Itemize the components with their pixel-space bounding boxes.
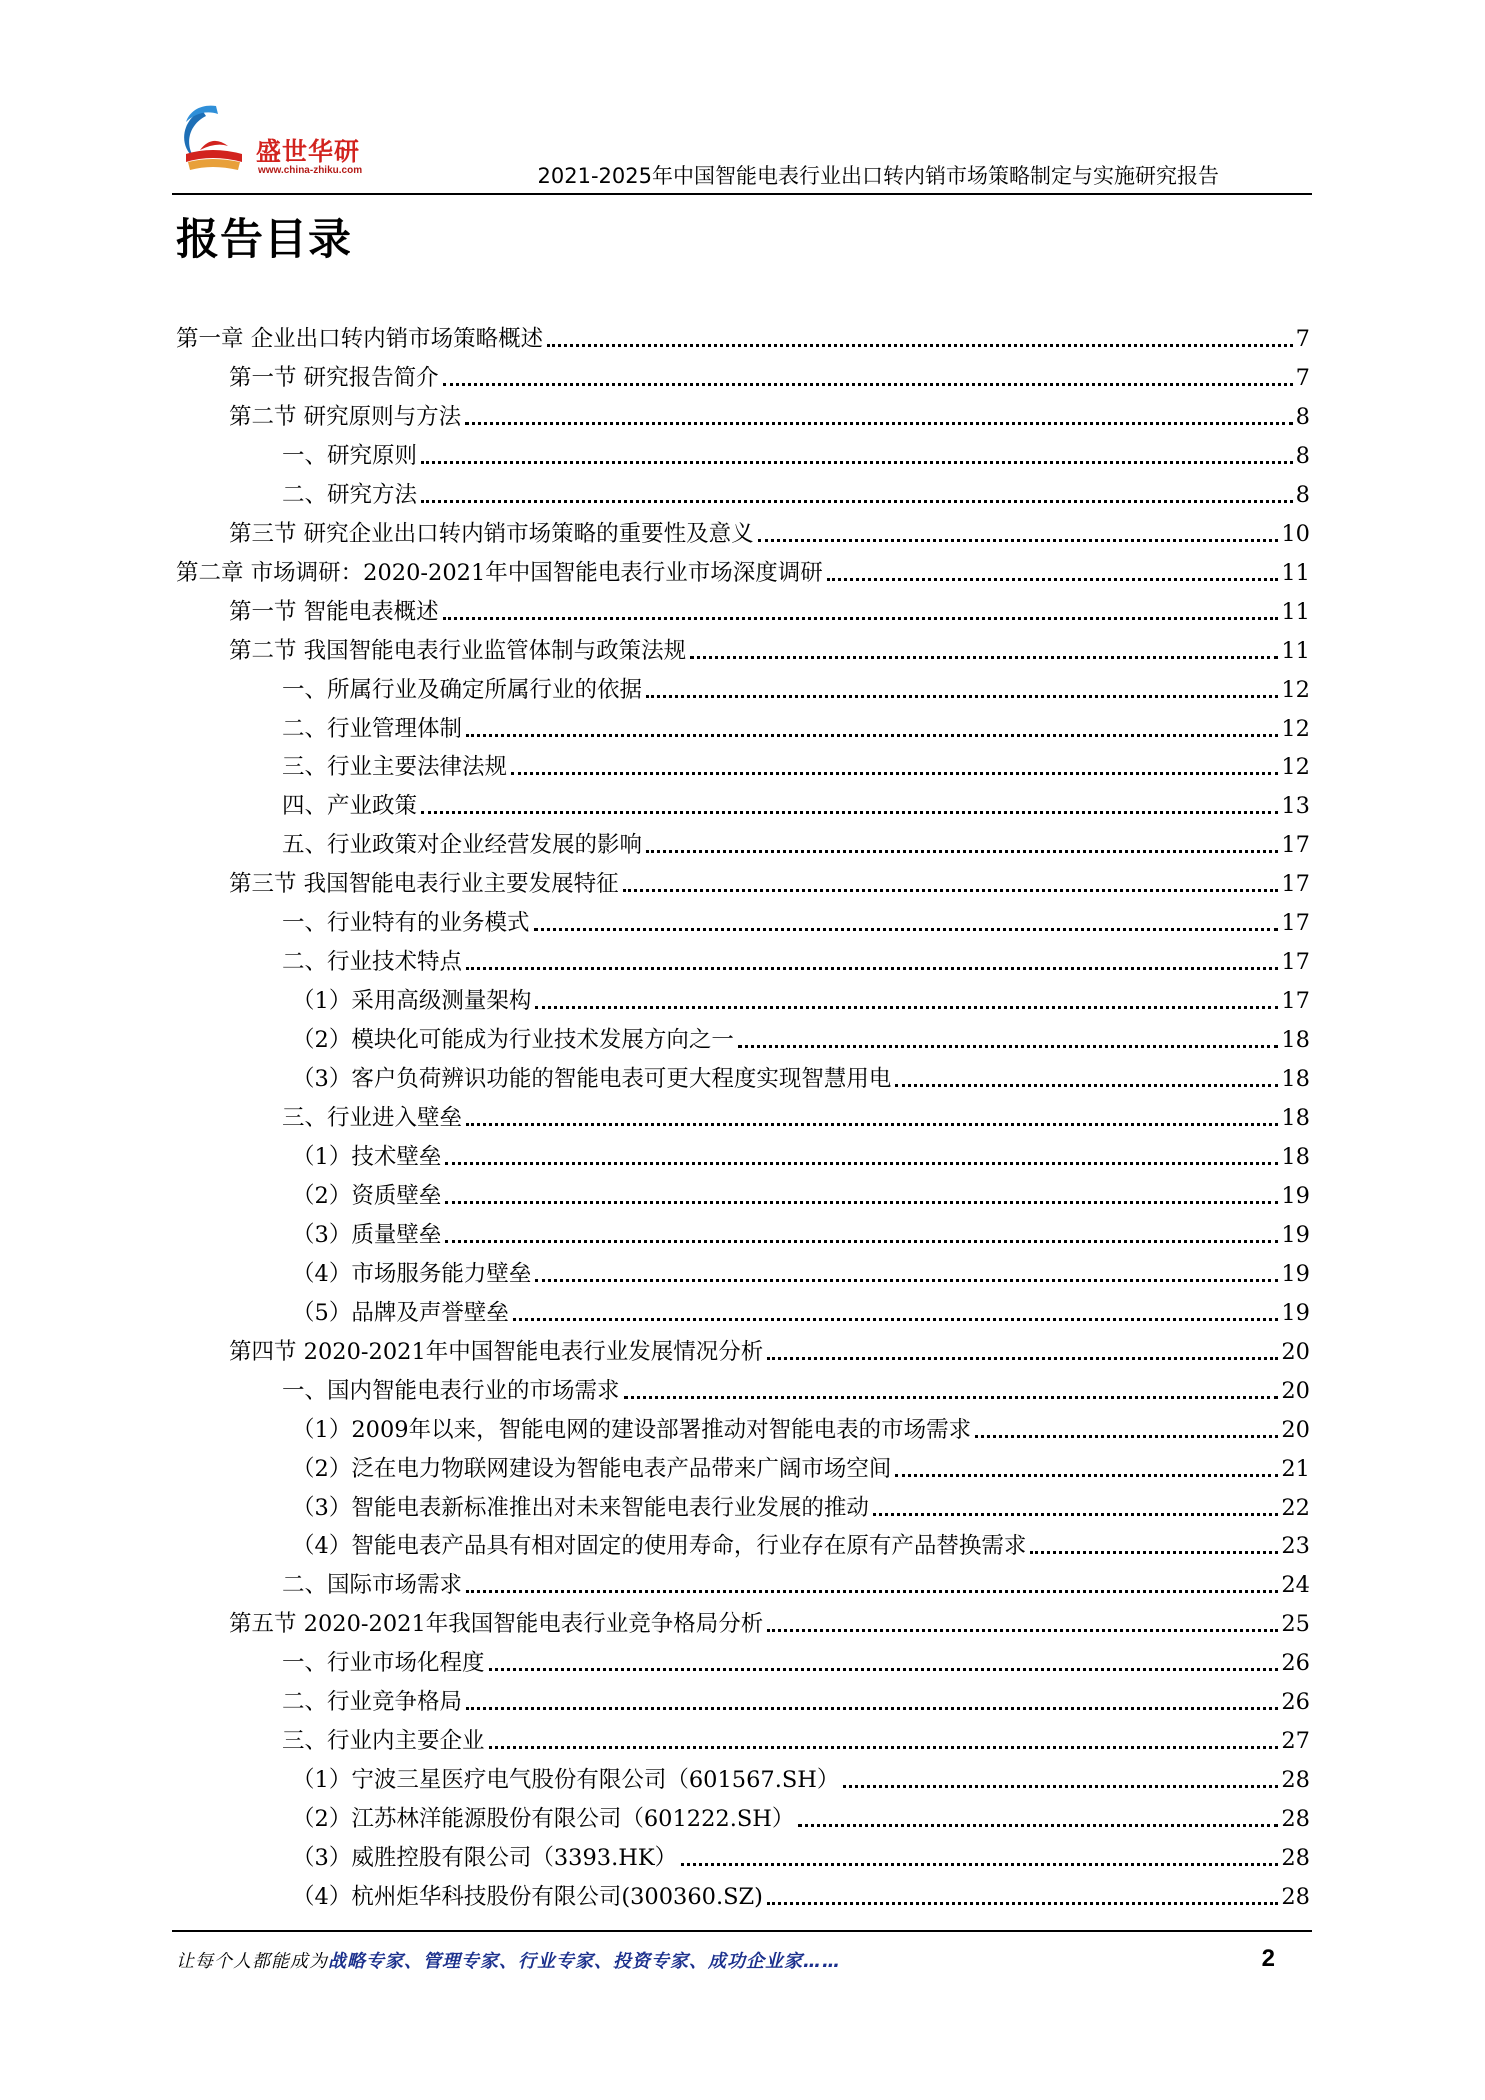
toc-entry-page: 18 bbox=[1281, 1027, 1310, 1054]
toc-leader-dots bbox=[843, 1785, 1278, 1788]
toc-entry-page: 18 bbox=[1281, 1105, 1310, 1131]
toc-entry-label: （1）技术壁垒 bbox=[292, 1143, 442, 1170]
toc-entry-label: （3）质量壁垒 bbox=[292, 1221, 442, 1248]
toc-entry-label: 二、研究方法 bbox=[282, 481, 418, 508]
toc-entry-label: 第二节 研究原则与方法 bbox=[229, 403, 462, 430]
toc-entry-label: 第一节 智能电表概述 bbox=[229, 598, 439, 625]
toc-leader-dots bbox=[1030, 1551, 1278, 1554]
toc-entry[interactable] bbox=[292, 1297, 1310, 1329]
toc-leader-dots bbox=[511, 772, 1278, 775]
toc-entry-page: 20 bbox=[1281, 1377, 1310, 1404]
toc-entry-page: 8 bbox=[1295, 481, 1310, 508]
toc-entry-label: （4）市场服务能力壁垒 bbox=[292, 1260, 532, 1287]
toc-entry[interactable] bbox=[292, 1492, 1310, 1524]
toc-entry-label: （2）资质壁垒 bbox=[292, 1182, 442, 1209]
toc-entry-label: 第一节 研究报告简介 bbox=[229, 364, 439, 391]
toc-entry-label: （5）品牌及声誉壁垒 bbox=[292, 1299, 509, 1326]
toc-entry-page: 17 bbox=[1281, 988, 1310, 1015]
toc-entry[interactable] bbox=[292, 985, 1310, 1017]
report-title: 2021-2025年中国智能电表行业出口转内销市场策略制定与实施研究报告 bbox=[537, 164, 1219, 188]
toc-entry-page: 7 bbox=[1295, 326, 1310, 352]
toc-entry-label: （4）杭州炬华科技股份有限公司(300360.SZ) bbox=[292, 1884, 763, 1910]
toc-entry-page: 18 bbox=[1281, 1143, 1310, 1170]
toc-entry-label: 一、所属行业及确定所属行业的依据 bbox=[282, 676, 643, 703]
toc-entry[interactable] bbox=[282, 907, 1310, 939]
logo-text: 盛世华研 bbox=[256, 137, 361, 166]
toc-leader-dots bbox=[827, 578, 1279, 581]
toc-entry[interactable] bbox=[282, 674, 1310, 706]
toc-entry-page: 28 bbox=[1281, 1884, 1310, 1910]
toc-entry-page: 22 bbox=[1281, 1494, 1310, 1521]
page-header bbox=[0, 0, 1485, 200]
page-footer bbox=[0, 1930, 1485, 2050]
toc-leader-dots bbox=[624, 1396, 1279, 1399]
toc-entry-label: 第二节 我国智能电表行业监管体制与政策法规 bbox=[229, 637, 687, 664]
toc-leader-dots bbox=[975, 1435, 1278, 1438]
toc-entry-label: （1）2009年以来，智能电网的建设部署推动对智能电表的市场需求 bbox=[292, 1416, 972, 1443]
toc-entry-page: 12 bbox=[1281, 754, 1310, 781]
toc-leader-dots bbox=[767, 1902, 1278, 1905]
toc-entry-page: 28 bbox=[1281, 1767, 1310, 1794]
toc-leader-dots bbox=[465, 422, 1293, 425]
toc-entry-page: 20 bbox=[1281, 1416, 1310, 1443]
toc-entry-label: 第三节 我国智能电表行业主要发展特征 bbox=[229, 871, 619, 898]
toc-entry[interactable] bbox=[282, 479, 1310, 511]
toc-leader-dots bbox=[767, 1629, 1278, 1632]
toc-entry[interactable] bbox=[292, 1024, 1310, 1056]
toc-leader-dots bbox=[421, 500, 1293, 503]
toc-entry[interactable] bbox=[282, 713, 1310, 745]
toc-leader-dots bbox=[758, 539, 1279, 542]
toc-entry-label: 二、行业技术特点 bbox=[282, 949, 463, 976]
company-logo bbox=[172, 100, 392, 190]
toc-leader-dots bbox=[798, 1824, 1278, 1827]
toc-entry[interactable] bbox=[282, 1102, 1310, 1134]
toc-entry-page: 19 bbox=[1281, 1221, 1310, 1248]
header-divider bbox=[172, 193, 1312, 195]
toc-entry[interactable] bbox=[282, 946, 1310, 978]
toc-entry-label: 第四节 2020-2021年中国智能电表行业发展情况分析 bbox=[229, 1338, 764, 1365]
toc-entry-label: （2）江苏林洋能源股份有限公司（601222.SH） bbox=[292, 1806, 795, 1833]
toc-leader-dots bbox=[690, 656, 1278, 659]
footer-slogan bbox=[176, 1947, 841, 1973]
toc-leader-dots bbox=[534, 928, 1279, 931]
toc-leader-dots bbox=[547, 344, 1293, 347]
toc-entry-page: 17 bbox=[1281, 910, 1310, 937]
toc-leader-dots bbox=[445, 1201, 1278, 1204]
toc-entry-label: （1）采用高级测量架构 bbox=[292, 988, 532, 1015]
toc-leader-dots bbox=[466, 1707, 1278, 1710]
toc-entry-page: 23 bbox=[1281, 1533, 1310, 1560]
slogan-highlight: 战略专家、管理专家、行业专家、投资专家、成功企业家…… bbox=[328, 1951, 841, 1972]
toc-leader-dots bbox=[623, 889, 1279, 892]
toc-leader-dots bbox=[466, 1590, 1278, 1593]
toc-entry-page: 12 bbox=[1281, 715, 1310, 742]
toc-entry-page: 11 bbox=[1281, 559, 1310, 586]
toc-leader-dots bbox=[681, 1863, 1278, 1866]
toc-entry-page: 10 bbox=[1281, 520, 1310, 547]
toc-entry-page: 20 bbox=[1281, 1338, 1310, 1365]
toc-entry-label: 一、国内智能电表行业的市场需求 bbox=[282, 1377, 620, 1404]
toc-leader-dots bbox=[513, 1318, 1279, 1321]
page-number: 2 bbox=[1261, 1945, 1275, 1972]
page-heading: 报告目录 bbox=[176, 215, 352, 265]
toc-entry[interactable] bbox=[292, 1764, 1310, 1796]
toc-entry-label: （3）智能电表新标准推出对未来智能电表行业发展的推动 bbox=[292, 1494, 869, 1521]
toc-entry-page: 11 bbox=[1281, 598, 1310, 625]
toc-leader-dots bbox=[466, 734, 1278, 737]
toc-entry[interactable] bbox=[282, 1569, 1310, 1601]
toc-entry[interactable] bbox=[229, 401, 1310, 433]
toc-entry-page: 13 bbox=[1281, 793, 1310, 820]
toc-entry[interactable] bbox=[229, 362, 1310, 394]
toc-entry[interactable] bbox=[292, 1803, 1310, 1835]
toc-entry-page: 25 bbox=[1281, 1611, 1310, 1638]
toc-entry[interactable] bbox=[292, 1530, 1310, 1562]
toc-entry[interactable] bbox=[282, 829, 1310, 861]
toc-leader-dots bbox=[738, 1045, 1279, 1048]
toc-entry-page: 19 bbox=[1281, 1182, 1310, 1209]
toc-leader-dots bbox=[443, 617, 1279, 620]
toc-entry-label: 第三节 研究企业出口转内销市场策略的重要性及意义 bbox=[229, 520, 754, 547]
toc-entry-label: （2）泛在电力物联网建设为智能电表产品带来广阔市场空间 bbox=[292, 1455, 892, 1482]
toc-entry-label: （3）客户负荷辨识功能的智能电表可更大程度实现智慧用电 bbox=[292, 1066, 892, 1093]
toc-entry[interactable] bbox=[292, 1453, 1310, 1485]
toc-entry[interactable] bbox=[292, 1219, 1310, 1251]
toc-entry[interactable] bbox=[292, 1414, 1310, 1446]
toc-leader-dots bbox=[445, 1240, 1278, 1243]
toc-entry[interactable] bbox=[229, 596, 1310, 628]
toc-entry-page: 17 bbox=[1281, 871, 1310, 898]
toc-entry[interactable] bbox=[229, 1336, 1310, 1368]
toc-entry-page: 24 bbox=[1281, 1572, 1310, 1599]
toc-entry-page: 19 bbox=[1281, 1260, 1310, 1287]
toc-leader-dots bbox=[535, 1006, 1278, 1009]
toc-entry[interactable] bbox=[229, 868, 1310, 900]
toc-entry-label: （3）威胜控股有限公司（3393.HK） bbox=[292, 1845, 678, 1872]
toc-entry-label: （1）宁波三星医疗电气股份有限公司（601567.SH） bbox=[292, 1767, 840, 1794]
toc-entry-page: 19 bbox=[1281, 1299, 1310, 1326]
toc-entry-label: 一、行业特有的业务模式 bbox=[282, 910, 530, 937]
toc-entry[interactable] bbox=[282, 1647, 1310, 1679]
toc-entry[interactable] bbox=[292, 1180, 1310, 1212]
toc-entry-label: 一、行业市场化程度 bbox=[282, 1650, 485, 1677]
logo-url: www.china-zhiku.com bbox=[258, 165, 363, 176]
toc-leader-dots bbox=[466, 967, 1278, 970]
toc-entry[interactable] bbox=[292, 1842, 1310, 1874]
toc-leader-dots bbox=[535, 1279, 1278, 1282]
footer-divider bbox=[172, 1930, 1312, 1932]
toc-entry-page: 21 bbox=[1281, 1455, 1310, 1482]
toc-entry-label: 第二章 市场调研：2020-2021年中国智能电表行业市场深度调研 bbox=[176, 559, 823, 586]
toc-leader-dots bbox=[895, 1084, 1278, 1087]
toc-entry-page: 18 bbox=[1281, 1066, 1310, 1093]
toc-entry[interactable] bbox=[282, 1686, 1310, 1718]
toc-leader-dots bbox=[421, 461, 1293, 464]
toc-entry-label: （4）智能电表产品具有相对固定的使用寿命，行业存在原有产品替换需求 bbox=[292, 1533, 1027, 1560]
toc-entry-label: 四、产业政策 bbox=[282, 793, 418, 820]
toc-entry[interactable] bbox=[282, 790, 1310, 822]
toc-leader-dots bbox=[421, 811, 1278, 814]
toc-entry[interactable] bbox=[292, 1141, 1310, 1173]
toc-entry-label: （2）模块化可能成为行业技术发展方向之一 bbox=[292, 1027, 734, 1054]
toc-leader-dots bbox=[873, 1513, 1279, 1516]
toc-entry-page: 8 bbox=[1295, 403, 1310, 430]
toc-entry-page: 26 bbox=[1281, 1689, 1310, 1716]
toc-leader-dots bbox=[445, 1162, 1278, 1165]
toc-leader-dots bbox=[646, 850, 1278, 853]
toc-entry[interactable] bbox=[282, 751, 1310, 783]
toc-entry-label: 一、研究原则 bbox=[282, 442, 418, 469]
toc-entry[interactable] bbox=[229, 1608, 1310, 1640]
toc-entry[interactable] bbox=[176, 323, 1310, 355]
toc-entry-page: 27 bbox=[1281, 1728, 1310, 1755]
toc-entry-page: 8 bbox=[1295, 442, 1310, 469]
toc-entry-page: 28 bbox=[1281, 1806, 1310, 1833]
toc-leader-dots bbox=[489, 1746, 1279, 1749]
toc-entry[interactable] bbox=[229, 518, 1310, 550]
toc-entry-page: 26 bbox=[1281, 1650, 1310, 1677]
toc-entry[interactable] bbox=[292, 1881, 1310, 1913]
toc-entry[interactable] bbox=[292, 1258, 1310, 1290]
toc-leader-dots bbox=[646, 695, 1278, 698]
toc-entry-page: 12 bbox=[1281, 676, 1310, 703]
slogan-prefix: 让每个人都能成为 bbox=[176, 1951, 328, 1972]
toc-entry-label: 二、行业管理体制 bbox=[282, 715, 463, 742]
toc-leader-dots bbox=[489, 1668, 1279, 1671]
toc-entry-label: 二、行业竞争格局 bbox=[282, 1689, 463, 1716]
toc-entry[interactable] bbox=[176, 557, 1310, 589]
toc-leader-dots bbox=[466, 1123, 1278, 1126]
toc-entry-label: 第一章 企业出口转内销市场策略概述 bbox=[176, 326, 544, 352]
toc-leader-dots bbox=[443, 383, 1293, 386]
toc-entry-page: 11 bbox=[1281, 637, 1310, 664]
toc-leader-dots bbox=[767, 1357, 1278, 1360]
toc-entry-page: 17 bbox=[1281, 832, 1310, 859]
toc-entry-page: 7 bbox=[1295, 364, 1310, 391]
toc-leader-dots bbox=[895, 1474, 1278, 1477]
toc-entry-label: 五、行业政策对企业经营发展的影响 bbox=[282, 832, 643, 859]
toc-entry[interactable] bbox=[282, 1725, 1310, 1757]
toc-entry[interactable] bbox=[282, 1375, 1310, 1407]
toc-entry-label: 第五节 2020-2021年我国智能电表行业竞争格局分析 bbox=[229, 1611, 764, 1638]
toc-entry-label: 三、行业进入壁垒 bbox=[282, 1105, 463, 1131]
logo-emblem-icon bbox=[172, 100, 262, 180]
toc-entry-label: 二、国际市场需求 bbox=[282, 1572, 463, 1599]
toc-entry-label: 三、行业内主要企业 bbox=[282, 1728, 485, 1755]
toc-entry-page: 28 bbox=[1281, 1845, 1310, 1872]
toc-entry[interactable] bbox=[229, 635, 1310, 667]
toc-entry[interactable] bbox=[282, 440, 1310, 472]
toc-entry-page: 17 bbox=[1281, 949, 1310, 976]
toc-entry[interactable] bbox=[292, 1063, 1310, 1095]
toc-entry-label: 三、行业主要法律法规 bbox=[282, 754, 508, 781]
